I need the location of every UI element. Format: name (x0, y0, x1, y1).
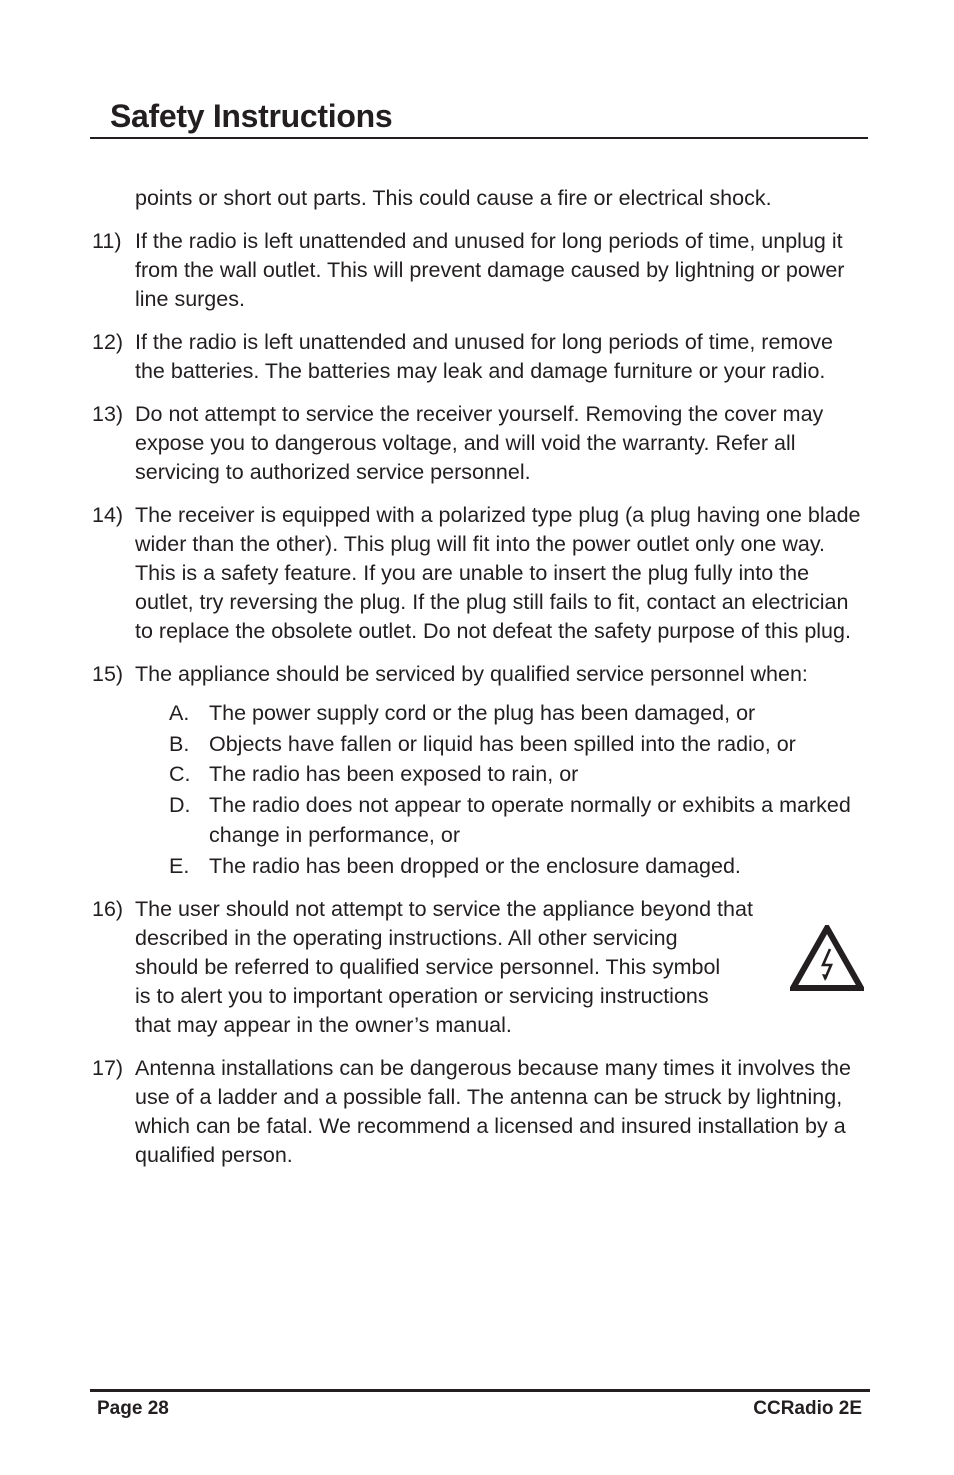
condition-letter: D. (169, 792, 191, 817)
condition-item-e (90, 851, 868, 882)
condition-letter: A. (169, 701, 190, 725)
condition-text: The radio has been exposed to rain, or (209, 762, 579, 786)
item-number: 14) (92, 503, 124, 527)
item-text-first-line: The user should not attempt to service the appliance beyond that (135, 897, 753, 921)
footer-rule (90, 1389, 870, 1392)
header-rule (90, 137, 868, 139)
item-number: 13) (92, 402, 124, 426)
condition-item-a (90, 698, 868, 729)
item-number: 17) (92, 1056, 124, 1080)
item-text: The receiver is equipped with a polarized type plug (a plug having one blade wider than the other). This plug will fit into the power outlet only one way. This is a safety feature. If you are unable to insert the plug fully into the outlet, try reversing the plug. If the plug still fails to fit, contact an electrician to replace the obsolete outlet. Do not defeat the safety purpose of this plug. (135, 503, 861, 643)
instruction-item-13 (90, 400, 868, 487)
condition-text: The radio has been dropped or the enclosure damaged. (209, 853, 741, 878)
condition-item-c (90, 759, 868, 790)
page-title: Safety Instructions (110, 98, 393, 134)
instruction-item-14 (90, 501, 868, 646)
instruction-item-15 (90, 660, 868, 689)
condition-text: The power supply cord or the plug has been damaged, or (209, 701, 756, 725)
instruction-item-11 (90, 227, 868, 314)
instruction-item-12 (90, 328, 868, 386)
item-text: Do not attempt to service the receiver yourself. Removing the cover may expose you to dangerous voltage, and will void the warranty. Refer all servicing to authorized service personnel. (135, 402, 824, 484)
item-text: Antenna installations can be dangerous because many times it involves the use of a ladder and a possible fall. The antenna can be struck by lightning, which can be fatal. We recommend a licensed and insured installation by a qualified person. (135, 1056, 851, 1167)
condition-letter: B. (169, 731, 190, 756)
item-number: 16) (92, 897, 124, 921)
item-text: The appliance should be serviced by qualified service personnel when: (135, 662, 808, 686)
condition-letter: E. (169, 853, 190, 878)
item-number: 15) (92, 662, 124, 686)
instruction-item-16 (90, 895, 868, 1040)
condition-text: Objects have fallen or liquid has been spilled into the radio, or (209, 731, 796, 756)
lightning-warning-icon (790, 925, 864, 991)
condition-item-b (90, 729, 868, 760)
instructions-body (90, 184, 868, 1184)
page-number: Page 28 (97, 1398, 169, 1419)
condition-letter: C. (169, 762, 191, 786)
item-number: 12) (92, 330, 124, 354)
model-name: CCRadio 2E (753, 1398, 862, 1419)
condition-text: The radio does not appear to operate normally or exhibits a marked change in performance, or (209, 792, 851, 847)
continuation-text: points or short out parts. This could cause a fire or electrical shock. (135, 186, 772, 210)
item-number: 11) (92, 229, 122, 253)
condition-item-d (90, 790, 868, 851)
item-text: If the radio is left unattended and unused for long periods of time, remove the batteries. The batteries may leak and damage furniture or your radio. (135, 330, 833, 383)
item-text: If the radio is left unattended and unused for long periods of time, unplug it from the wall outlet. This will prevent damage caused by lightning or power line surges. (135, 229, 845, 311)
instruction-item-17 (90, 1054, 868, 1170)
item-text: described in the operating instructions. All other servicing should be referred to qualified service personnel. This symbol is to alert you to important operation or servicing instructions that may appear in the owner’s manual. (135, 926, 721, 1037)
condition-list (90, 698, 868, 881)
